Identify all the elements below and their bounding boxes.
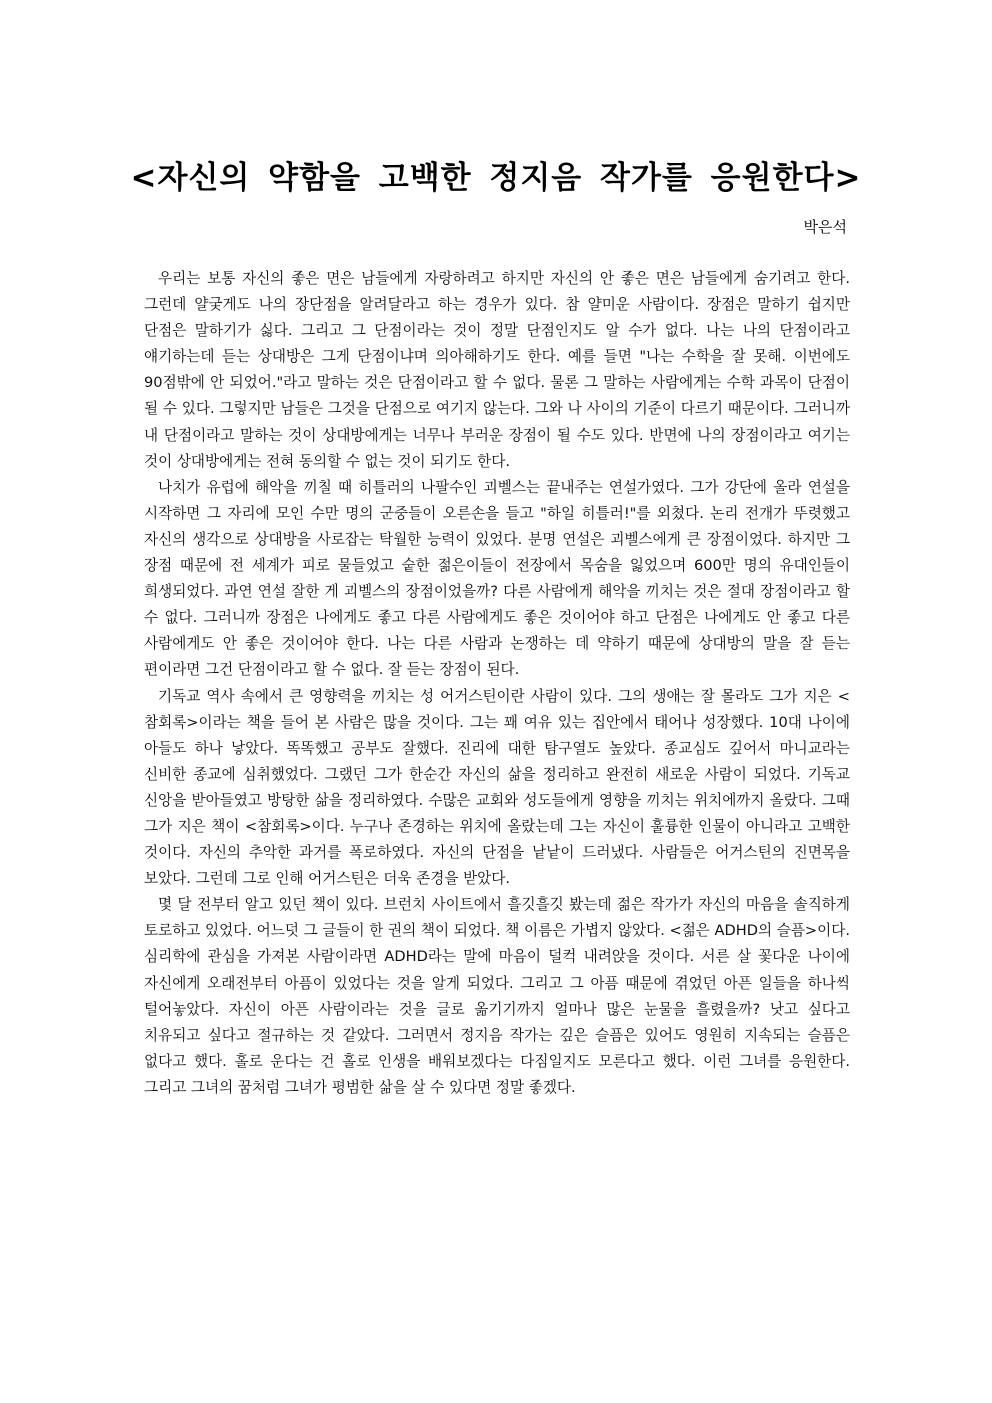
paragraph-3: 기독교 역사 속에서 큰 영향력을 끼치는 성 어거스틴이란 사람이 있다. 그의 생애는 잘 몰라도 그가 지은 <참회록>이라는 책을 들어 본 사람은 많을 것이다. 그는 꽤 여유 있는 집안에서 태어나 성장했다. 10대 나이에 아들도 하나 낳았다. 똑똑했고 공부도 잘했다. 진리에 대한 탐구열도 높았다. 종교심도 깊어서 마니교라는 신비한 종교에 심취했었다. 그랬던 그가 한순간 자신의 삶을 정리하고 완전히 새로운 사람이 되었다. 기독교 신앙을 받아들였고 방탕한 삶을 정리하였다. 수많은 교회와 성도들에게 영향을 끼치는 위치에까지 올랐다. 그때 그가 지은 책이 <참회록>이다. 누구나 존경하는 위치에 올랐는데 그는 자신이 훌륭한 인물이 아니라고 고백한 것이다. 자신의 추악한 과거를 폭로하였다. 자신의 단점을 낱낱이 드러냈다. 사람들은 어거스틴의 진면목을 보았다. 그런데 그로 인해 어거스틴은 더욱 존경을 받았다. <box>144 687 850 888</box>
author-name: 박은석 <box>803 218 847 236</box>
paragraph-2: 나치가 유럽에 해악을 끼칠 때 히틀러의 나팔수인 괴벨스는 끝내주는 연설가였다. 그가 강단에 올라 연설을 시작하면 그 자리에 모인 수만 명의 군중들이 오른손을 들고 "하일 히틀러!"를 외쳤다. 논리 전개가 뚜렷했고 자신의 생각으로 상대방을 사로잡는 탁월한 능력이 있었다. 분명 연설은 괴벨스에게 큰 장점이었다. 하지만 그 장점 때문에 전 세계가 피로 물들었고 숱한 젊은이들이 전장에서 목숨을 잃었으며 600만 명의 유대인들이 희생되었다. 과연 연설 잘한 게 괴벨스의 장점이었을까? 다른 사람에게 해악을 끼치는 것은 절대 장점이라고 할 수 없다. 그러니까 장점은 나에게도 좋고 다른 사람에게도 좋은 것이어야 하고 단점은 나에게도 안 좋고 다른 사람에게도 안 좋은 것이어야 한다. 나는 다른 사람과 논쟁하는 데 약하기 때문에 상대방의 말을 잘 듣는 편이라면 그건 단점이라고 할 수 없다. 잘 듣는 장점이 된다. <box>144 478 850 679</box>
paragraph-1: 우리는 보통 자신의 좋은 면은 남들에게 자랑하려고 하지만 자신의 안 좋은 면은 남들에게 숨기려고 한다. 그런데 얄궂게도 나의 장단점을 알려달라고 하는 경우가 있다. 참 얄미운 사람이다. 장점은 말하기 쉽지만 단점은 말하기가 싫다. 그리고 그 단점이라는 것이 정말 단점인지도 알 수가 없다. 나는 나의 단점이라고 얘기하는데 듣는 상대방은 그게 단점이냐며 의아해하기도 한다. 예를 들면 "나는 수학을 잘 못해. 이번에도 90점밖에 안 되었어."라고 말하는 것은 단점이라고 할 수 없다. 물론 그 말하는 사람에게는 수학 과목이 단점이 될 수 있다. 그렇지만 남들은 그것을 단점으로 여기지 않는다. 그와 나 사이의 기준이 다르기 때문이다. 그러니까 내 단점이라고 말하는 것이 상대방에게는 너무나 부러운 장점이 될 수도 있다. 반면에 나의 장점이라고 여기는 것이 상대방에게는 전혀 동의할 수 없는 것이 되기도 한다. <box>144 270 850 470</box>
paragraph-4: 몇 달 전부터 알고 있던 책이 있다. 브런치 사이트에서 흘깃흘깃 봤는데 젊은 작가가 자신의 마음을 솔직하게 토로하고 있었다. 어느덧 그 글들이 한 권의 책이 되었다. 책 이름은 가볍지 않았다. <젊은 ADHD의 슬픔>이다. 심리학에 관심을 가져본 사람이라면 ADHD라는 말에 마음이 덜컥 내려앉을 것이다. 서른 살 꽃다운 나이에 자신에게 오래전부터 아픔이 있었다는 것을 알게 되었다. 그리고 그 아픔 때문에 겪었던 아픈 일들을 하나씩 털어놓았다. 자신이 아픈 사람이라는 것을 글로 옮기기까지 얼마나 많은 눈물을 흘렸을까? 낫고 싶다고 치유되고 싶다고 절규하는 것 같았다. 그러면서 정지음 작가는 깊은 슬픔은 있어도 영원히 지속되는 슬픔은 없다고 했다. 홀로 운다는 건 홀로 인생을 배워보겠다는 다짐일지도 모른다고 했다. 이런 그녀를 응원한다. 그리고 그녀의 꿈처럼 그녀가 평범한 삶을 살 수 있다면 정말 좋겠다. <box>144 896 850 1096</box>
document-body <box>144 266 850 1101</box>
document-title: <자신의 약함을 고백한 정지음 작가를 응원한다> <box>130 160 862 196</box>
